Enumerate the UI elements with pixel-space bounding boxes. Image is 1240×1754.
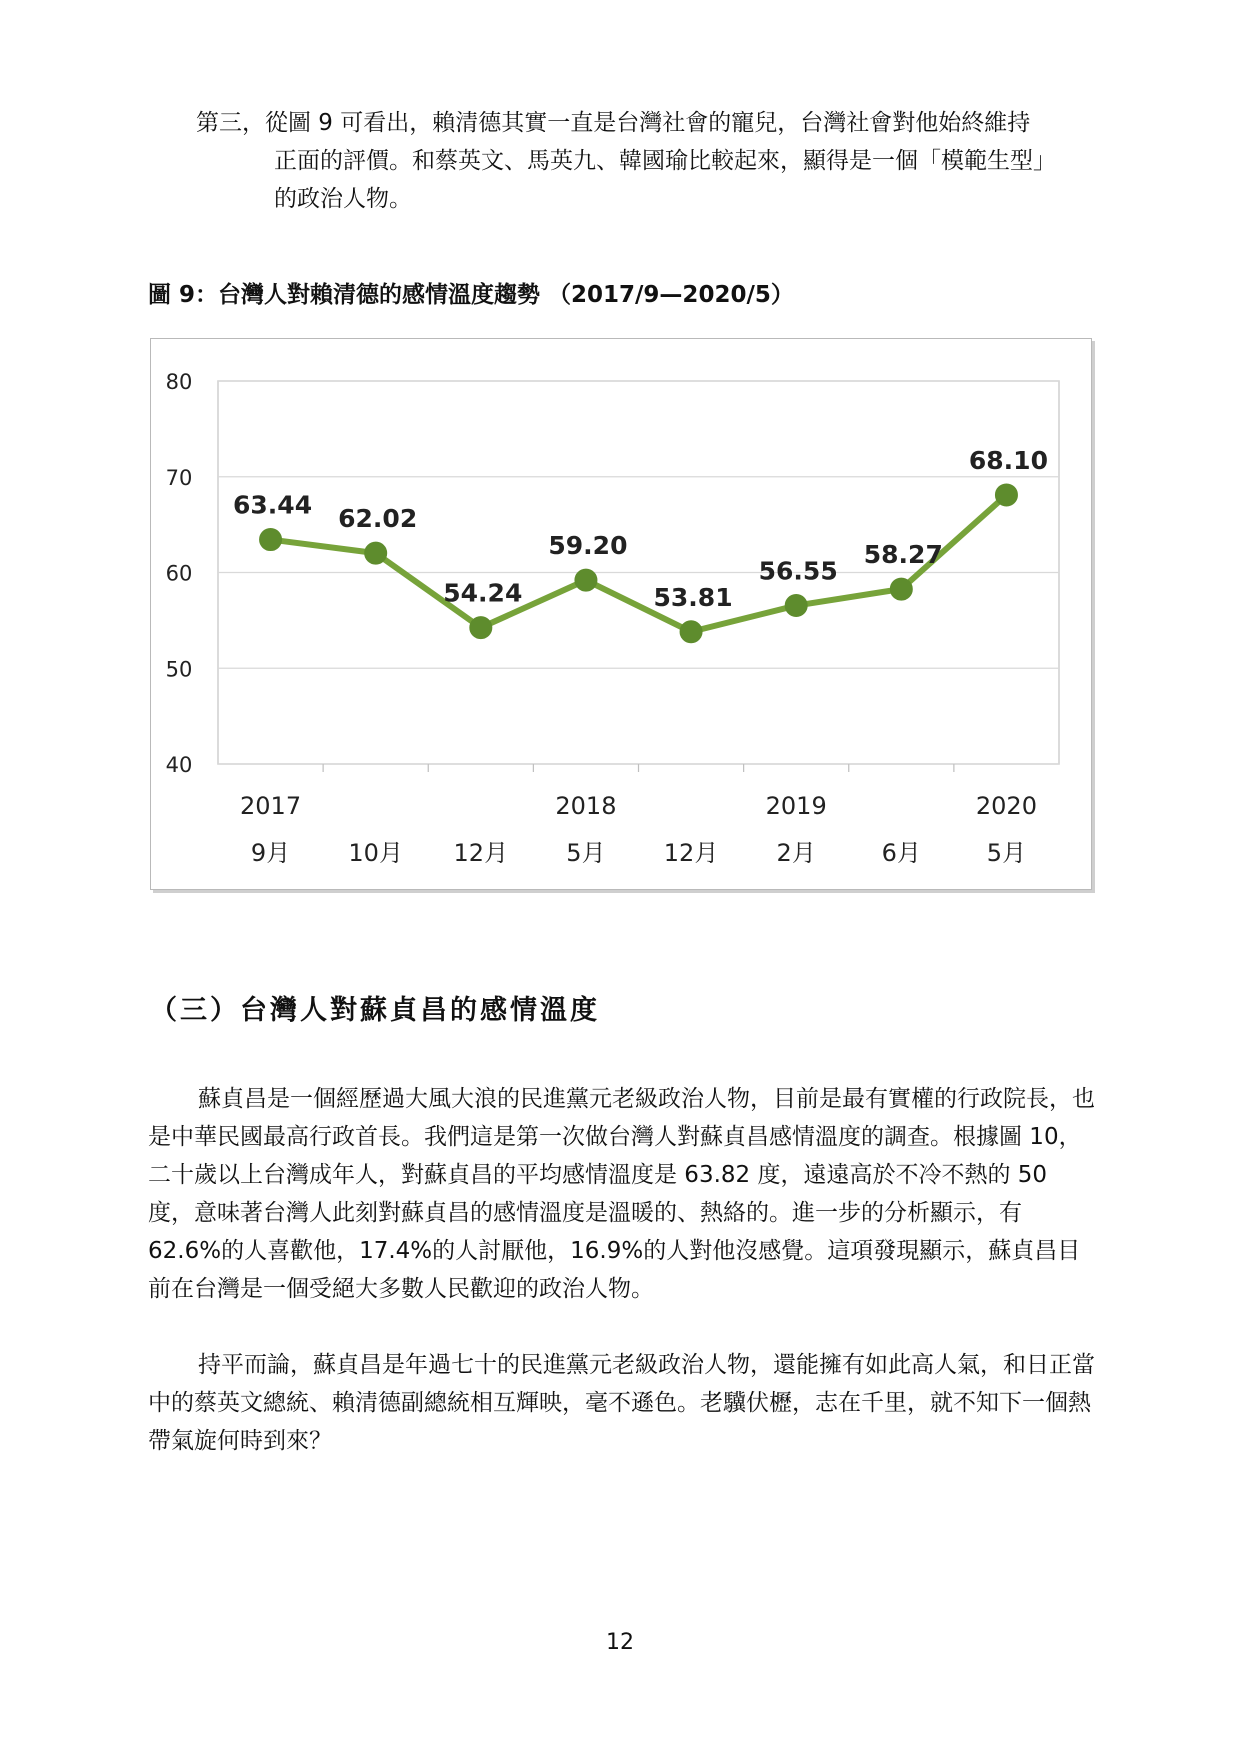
data-point (575, 569, 597, 591)
body-paragraph-1: 蘇貞昌是一個經歷過大風大浪的民進黨元老級政治人物，目前是最有實權的行政院長，也是中華民國最高行政首長。我們這是第一次做台灣人對蘇貞昌感情溫度的調查。根據圖 10，二十歲以上台灣成年人，對蘇貞昌的平均感情溫度是 63.82 度，遠遠高於不冷不熱的 50 度，意味著台灣人此刻對蘇貞昌的感情溫度是溫暖的、熱絡的。進一步的分析顯示，有 62.6%的人喜歡他，17.4%的人討厭他，16.9%的人對他沒感覺。這項發現顯示，蘇貞昌目前在台灣是一個受絕大多數人民歡迎的政治人物。 (148, 1086, 1095, 1302)
section-heading: （三）台灣人對蘇貞昌的感情溫度 (150, 995, 600, 1026)
x-tick-label: 5月 (986, 839, 1027, 867)
data-point (470, 617, 492, 639)
data-label: 58.27 (863, 540, 943, 570)
x-tick-label: 2月 (776, 839, 816, 867)
data-label: 56.55 (758, 556, 838, 586)
data-point (680, 621, 702, 643)
figure-caption: 圖 9：台灣人對賴清德的感情溫度趨勢 （2017/9—2020/5） (148, 282, 794, 308)
chart-container (150, 338, 1092, 890)
x-tick-label: 12月 (663, 839, 719, 867)
data-point (365, 542, 387, 564)
data-label: 54.24 (443, 578, 523, 608)
x-year-label: 2018 (555, 792, 617, 820)
y-tick-label: 80 (165, 370, 193, 394)
y-tick-label: 60 (165, 561, 193, 586)
x-tick-label: 12月 (453, 839, 509, 867)
intro-rest-line-2: 的政治人物。 (274, 186, 412, 212)
data-point (260, 529, 282, 551)
intro-rest-line-1: 正面的評價。和蔡英文、馬英九、韓國瑜比較起來，顯得是一個「模範生型」 (274, 148, 1056, 174)
data-point (995, 484, 1017, 506)
data-label: 68.10 (968, 445, 1048, 475)
data-label: 62.02 (338, 504, 418, 534)
intro-paragraph (196, 104, 1096, 218)
data-label: 59.20 (548, 531, 628, 561)
x-tick-label: 9月 (250, 839, 291, 867)
data-point (890, 578, 912, 600)
page-number: 12 (606, 1630, 634, 1655)
intro-first-line: 第三，從圖 9 可看出，賴清德其實一直是台灣社會的寵兒，台灣社會對他始終維持 (196, 110, 1031, 136)
x-tick-label: 10月 (348, 839, 403, 867)
x-year-label: 2019 (765, 792, 827, 820)
line-chart (151, 339, 1091, 889)
x-tick-label: 5月 (566, 839, 606, 867)
x-tick-label: 6月 (881, 839, 921, 867)
data-label: 53.81 (653, 582, 733, 612)
x-year-label: 2017 (240, 792, 302, 820)
y-tick-label: 40 (165, 753, 193, 777)
y-tick-label: 50 (165, 657, 193, 682)
data-label: 63.44 (233, 490, 313, 520)
body-paragraph-2: 持平而論，蘇貞昌是年過七十的民進黨元老級政治人物，還能擁有如此高人氣，和日正當中的蔡英文總統、賴清德副總統相互輝映，毫不遜色。老驥伏櫪，志在千里，就不知下一個熱帶氣旋何時到來？ (148, 1352, 1095, 1454)
y-tick-label: 70 (165, 465, 193, 490)
data-point (785, 595, 807, 617)
x-year-label: 2020 (975, 792, 1037, 820)
